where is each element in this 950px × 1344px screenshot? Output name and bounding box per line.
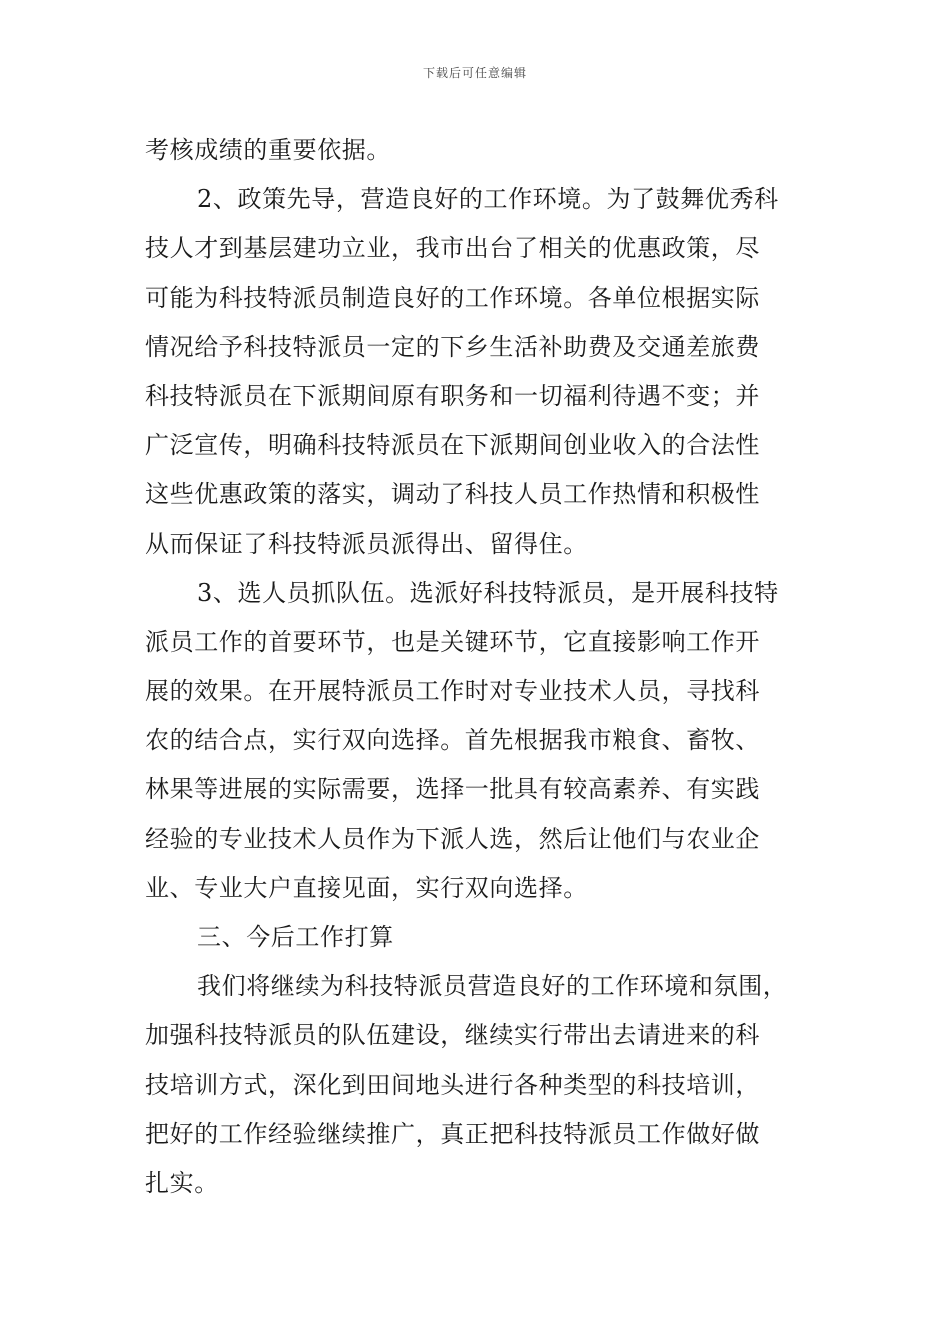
text-line-1: 考核成绩的重要依据。: [145, 136, 391, 164]
text-line-5: 情况给予科技特派员一定的下乡生活补助费及交通差旅费: [145, 332, 760, 361]
text-line-19: 加强科技特派员的队伍建设，继续实行带出去请进来的科: [145, 1021, 760, 1050]
text-line-2: 2、政策先导，营造良好的工作环境。为了鼓舞优秀科: [197, 185, 779, 214]
text-line-11: 派员工作的首要环节，也是关键环节，它直接影响工作开: [145, 627, 760, 656]
text-line-12: 展的效果。在开展特派员工作时对专业技术人员，寻找科: [145, 677, 760, 706]
text-line-10: 3、选人员抓队伍。选派好科技特派员，是开展科技特: [197, 578, 779, 607]
document-body: [145, 126, 817, 1208]
text-line-20: 技培训方式，深化到田间地头进行各种类型的科技培训，: [145, 1070, 760, 1099]
text-line-21: 把好的工作经验继续推广，真正把科技特派员工作做好做: [145, 1119, 760, 1148]
text-line-4: 可能为科技特派员制造良好的工作环境。各单位根据实际: [145, 283, 760, 312]
text-line-13: 农的结合点，实行双向选择。首先根据我市粮食、畜牧、: [145, 726, 760, 755]
text-line-16: 业、专业大户直接见面，实行双向选择。: [145, 873, 588, 902]
text-line-18: 我们将继续为科技特派员营造良好的工作环境和氛围，: [197, 972, 788, 1001]
text-line-6: 科技特派员在下派期间原有职务和一切福利待遇不变；并: [145, 381, 760, 410]
text-line-9: 从而保证了科技特派员派得出、留得住。: [145, 529, 588, 558]
text-line-14: 林果等进展的实际需要，选择一批具有较高素养、有实践: [145, 775, 760, 804]
text-line-3: 技人才到基层建功立业，我市出台了相关的优惠政策，尽: [145, 234, 760, 263]
text-line-22: 扎实。: [145, 1168, 219, 1197]
text-line-7: 广泛宣传，明确科技特派员在下派期间创业收入的合法性: [145, 431, 760, 460]
text-line-8: 这些优惠政策的落实，调动了科技人员工作热情和积极性: [145, 480, 760, 509]
section-heading: 三、今后工作打算: [197, 923, 394, 951]
text-line-15: 经验的专业技术人员作为下派人选，然后让他们与农业企: [145, 824, 760, 853]
page-header: 下载后可任意编辑: [422, 66, 527, 80]
